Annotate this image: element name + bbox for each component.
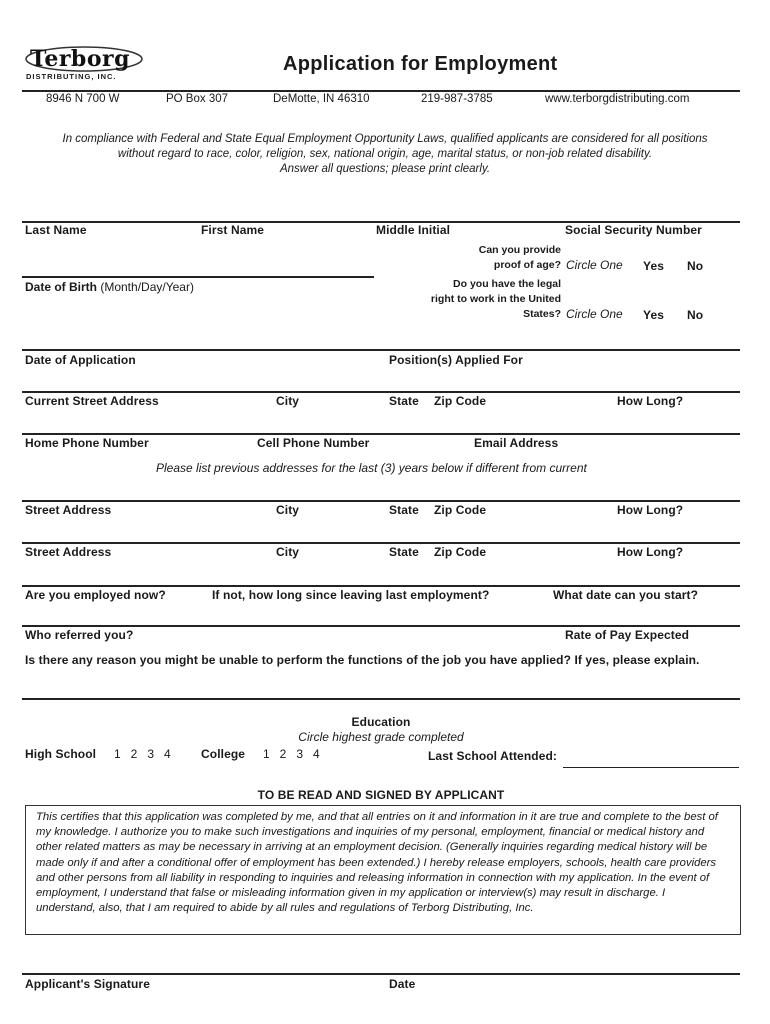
page-title: Application for Employment <box>283 53 558 75</box>
certification-box <box>25 805 741 935</box>
since-leaving-field[interactable]: If not, how long since leaving last employment? <box>212 588 490 602</box>
prev-zip-1-field[interactable]: Zip Code <box>434 503 487 517</box>
certification-heading: TO BE READ AND SIGNED BY APPLICANT <box>257 788 505 802</box>
dob-label: Date of Birth <box>25 280 97 294</box>
company-phone: 219-987-3785 <box>421 93 493 105</box>
unable-reason-field[interactable]: Is there any reason you might be unable to perform the functions of the job you have applied? If yes, please explain. <box>25 653 700 667</box>
prev-zip-2-field[interactable]: Zip Code <box>434 545 487 559</box>
eeo-statement-line-3: Answer all questions; please print clearly. <box>279 163 491 175</box>
home-phone-field[interactable]: Home Phone Number <box>25 436 149 450</box>
prev-street-1-field[interactable]: Street Address <box>25 503 112 517</box>
ssn-field[interactable]: Social Security Number <box>565 223 702 237</box>
eeo-statement-line-2: without regard to race, color, religion, sex, national origin, age, marital status, or non-job related disability. <box>117 148 653 160</box>
certification-text: This certifies that this application was completed by me, and that all entries on it and information in it are true and complete to the best of my knowledge. I authorize you to make such investigations and inquiries of my personal, employment, financial or medical history and other related matters as may be necessary in arriving at an employment decision. (Generally inquiries regarding medical history will be made only if and after a conditional offer of employment has been extended.) I hereby release employers, schools, health care providers and other persons from all liability in responding to inquiries and releasing information in connection with my application. In the event of employment, I understand that false or misleading information given in my application or interview(s) may result in discharge. I understand, also, that I am required to abide by all rules and regulations of Terborg Distributing, Inc. <box>36 811 718 915</box>
company-website: www.terborgdistributing.com <box>545 93 690 105</box>
current-address-row-line <box>22 391 740 393</box>
current-zip-field[interactable]: Zip Code <box>434 394 487 408</box>
rate-of-pay-field[interactable]: Rate of Pay Expected <box>565 628 690 642</box>
referral-row-line <box>22 625 740 627</box>
legal-work-yes[interactable]: Yes <box>643 308 664 322</box>
current-street-field[interactable]: Current Street Address <box>25 394 159 408</box>
college-grades[interactable]: 1 2 3 4 <box>263 747 320 761</box>
high-school-label: High School <box>25 747 97 761</box>
employment-row-line <box>22 585 740 587</box>
last-school-label: Last School Attended: <box>428 749 557 763</box>
cell-phone-field[interactable]: Cell Phone Number <box>257 436 370 450</box>
legal-work-question: Do you have the legal <box>453 278 561 290</box>
legal-work-question-3: States? <box>523 308 561 320</box>
first-name-field[interactable]: First Name <box>201 223 265 237</box>
company-city-state: DeMotte, IN 46310 <box>273 93 370 105</box>
dob-row-line <box>22 276 374 278</box>
dob-field[interactable] <box>25 280 194 294</box>
signature-line <box>22 973 740 975</box>
logo-name: Terborg <box>30 46 130 72</box>
current-how-long-field[interactable]: How Long? <box>617 394 684 408</box>
phone-row-line <box>22 433 740 435</box>
signature-date-field[interactable]: Date <box>389 977 416 991</box>
proof-age-question-2: proof of age? <box>493 259 561 271</box>
previous-addresses-note: Please list previous addresses for the last (3) years below if different from current <box>156 461 587 475</box>
logo-subtitle: DISTRIBUTING, INC. <box>26 72 117 81</box>
employed-now-field[interactable]: Are you employed now? <box>25 588 166 602</box>
education-heading: Education <box>351 715 411 729</box>
high-school-grades[interactable]: 1 2 3 4 <box>114 747 171 761</box>
current-city-field[interactable]: City <box>276 394 300 408</box>
prev-address-1-line <box>22 500 740 502</box>
last-name-field[interactable]: Last Name <box>25 223 87 237</box>
middle-initial-field[interactable]: Middle Initial <box>376 223 451 237</box>
prev-city-1-field[interactable]: City <box>276 503 300 517</box>
prev-address-2-line <box>22 542 740 544</box>
applicant-signature-field[interactable]: Applicant's Signature <box>25 977 150 991</box>
email-field[interactable]: Email Address <box>474 436 559 450</box>
last-school-input-line[interactable] <box>563 767 739 768</box>
circle-one-hint: Circle One <box>566 258 623 272</box>
start-date-field[interactable]: What date can you start? <box>553 588 699 602</box>
eeo-statement-line-1: In compliance with Federal and State Equal Employment Opportunity Laws, qualified applicants are considered for all positions <box>62 133 708 145</box>
proof-age-question: Can you provide <box>478 244 561 256</box>
explanation-line <box>22 698 740 700</box>
education-instruction: Circle highest grade completed <box>298 730 464 744</box>
date-of-application-field[interactable]: Date of Application <box>25 353 136 367</box>
college-label: College <box>201 747 246 761</box>
circle-one-hint-2: Circle One <box>566 307 623 321</box>
company-po-box: PO Box 307 <box>166 93 229 105</box>
referred-by-field[interactable]: Who referred you? <box>25 628 134 642</box>
prev-state-2-field[interactable]: State <box>389 545 419 559</box>
company-address: 8946 N 700 W <box>46 93 120 105</box>
dob-format: (Month/Day/Year) <box>100 280 194 294</box>
header-divider <box>22 90 740 92</box>
legal-work-question-2: right to work in the United <box>430 293 561 305</box>
proof-age-yes[interactable]: Yes <box>643 259 664 273</box>
prev-state-1-field[interactable]: State <box>389 503 419 517</box>
prev-how-long-1-field[interactable]: How Long? <box>617 503 684 517</box>
proof-age-no[interactable]: No <box>687 259 704 273</box>
prev-city-2-field[interactable]: City <box>276 545 300 559</box>
prev-how-long-2-field[interactable]: How Long? <box>617 545 684 559</box>
prev-street-2-field[interactable]: Street Address <box>25 545 112 559</box>
legal-work-no[interactable]: No <box>687 308 704 322</box>
current-state-field[interactable]: State <box>389 394 419 408</box>
application-row-line <box>22 349 740 351</box>
positions-applied-field[interactable]: Position(s) Applied For <box>389 353 523 367</box>
company-logo <box>24 44 144 86</box>
